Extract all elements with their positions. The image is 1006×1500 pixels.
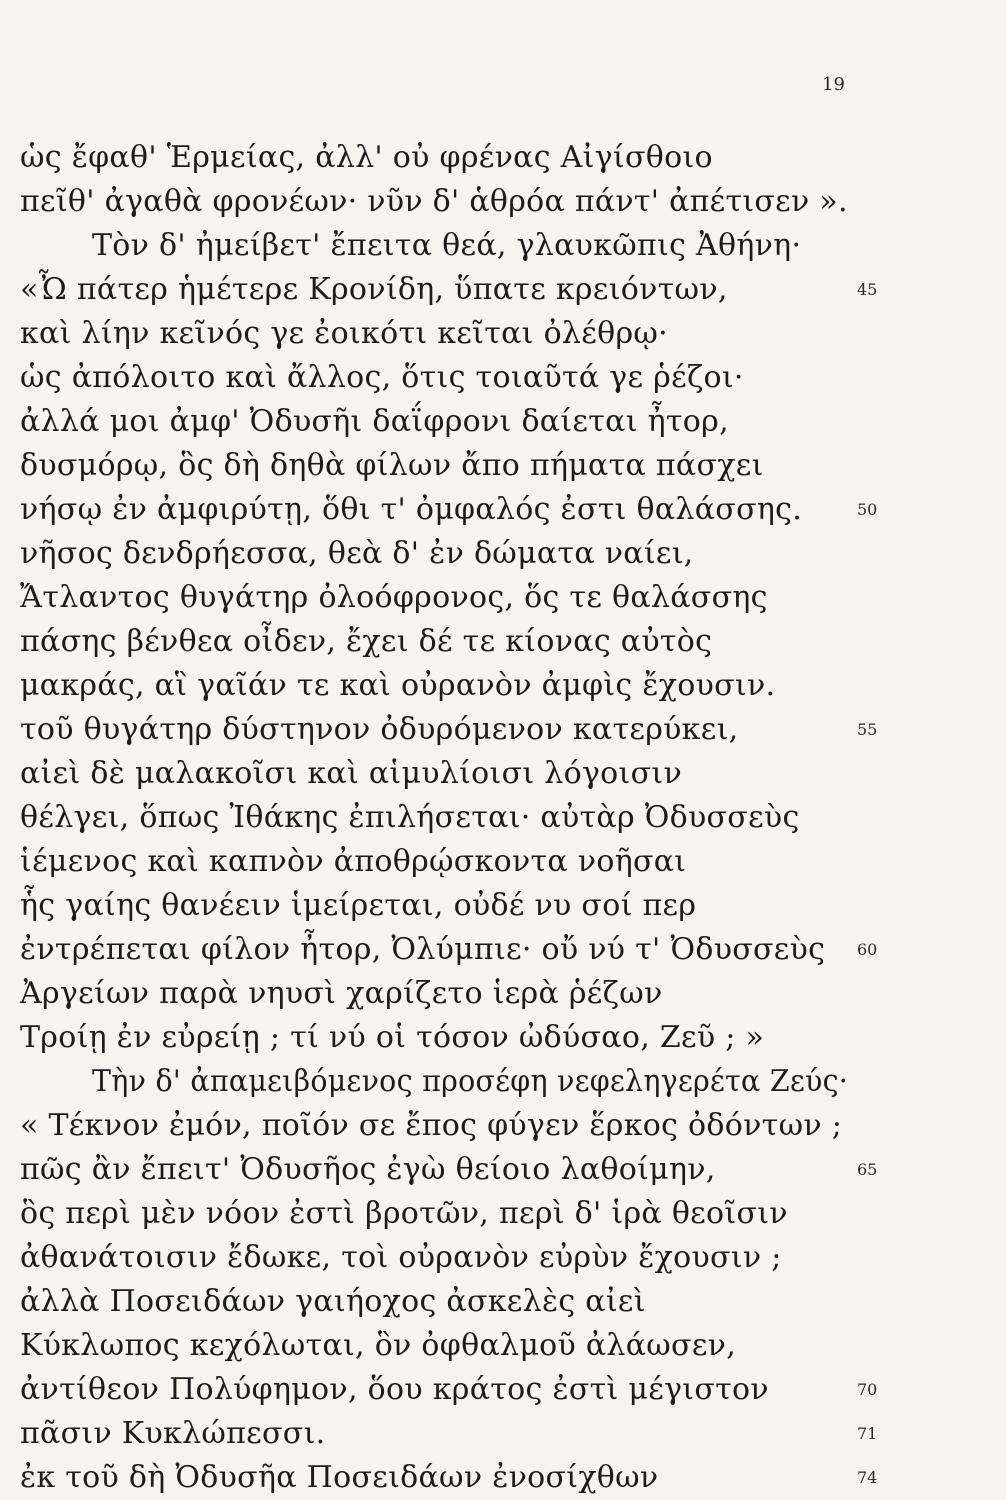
verse-line — [0, 928, 1006, 972]
verse-line — [0, 664, 1006, 708]
verse-line — [0, 1324, 1006, 1368]
verse-text: μακράς, αἳ γαῖάν τε καὶ οὐρανὸν ἀμφὶς ἔχουσιν. — [20, 668, 776, 703]
verse-text: Ἄτλαντος θυγάτηρ ὀλοόφρονος, ὅς τε θαλάσσης — [20, 580, 768, 615]
verse-text: δυσμόρῳ, ὃς δὴ δηθὰ φίλων ἄπο πήματα πάσχει — [20, 448, 764, 483]
verse-text: αἰεὶ δὲ μαλακοῖσι καὶ αἱμυλίοισι λόγοισιν — [20, 756, 682, 791]
verse-line — [0, 1368, 1006, 1412]
line-number: 60 — [857, 940, 878, 959]
verse-line — [0, 796, 1006, 840]
line-number: 74 — [857, 1468, 878, 1487]
verse-text: πῶς ἂν ἔπειτ' Ὀδυσῆος ἐγὼ θείοιο λαθοίμην, — [20, 1152, 716, 1187]
verse-line — [0, 1016, 1006, 1060]
verse-text: ὡς ἀπόλοιτο καὶ ἄλλος, ὅτις τοιαῦτά γε ῥέζοι· — [20, 360, 744, 395]
verse-line — [0, 1412, 1006, 1456]
line-number: 71 — [857, 1424, 878, 1443]
verse-line — [0, 1104, 1006, 1148]
verse-text: Τὸν δ' ἠμείβετ' ἔπειτα θεά, γλαυκῶπις Ἀθήνη· — [92, 228, 802, 263]
verse-line — [0, 752, 1006, 796]
verse-text: πάσης βένθεα οἶδεν, ἔχει δέ τε κίονας αὐτὸς — [20, 624, 713, 659]
verse-text: Τὴν δ' ἀπαμειβόμενος προσέφη νεφεληγερέτα Ζεύς· — [92, 1064, 849, 1099]
verse-text: Κύκλωπος κεχόλωται, ὃν ὀφθαλμοῦ ἀλάωσεν, — [20, 1328, 737, 1363]
verse-text: ἀθανάτοισιν ἔδωκε, τοὶ οὐρανὸν εὐρὺν ἔχουσιν ; — [20, 1240, 782, 1275]
verse-text: Τροίῃ ἐν εὐρείῃ ; τί νύ οἱ τόσον ὠδύσαο, Ζεῦ ; » — [20, 1020, 765, 1055]
verse-text: νῆσος δενδρήεσσα, θεὰ δ' ἐν δώματα ναίει, — [20, 536, 694, 571]
line-number: 50 — [857, 500, 878, 519]
verse-text: ἀντίθεον Πολύφημον, ὅου κράτος ἐστὶ μέγιστον — [20, 1372, 769, 1407]
verse-text: πᾶσιν Κυκλώπεσσι. — [20, 1416, 326, 1451]
verse-text: ὃς περὶ μὲν νόον ἐστὶ βροτῶν, περὶ δ' ἱρὰ θεοῖσιν — [20, 1196, 788, 1231]
page-number: 19 — [822, 74, 845, 95]
line-number: 70 — [857, 1380, 878, 1399]
verse-text: ὡς ἔφαθ' Ἑρμείας, ἀλλ' οὐ φρένας Αἰγίσθοιο — [20, 140, 713, 175]
verse-line — [0, 224, 1006, 268]
verse-text: καὶ λίην κεῖνός γε ἐοικότι κεῖται ὀλέθρῳ· — [20, 316, 668, 351]
verse-text: ἱέμενος καὶ καπνὸν ἀποθρῴσκοντα νοῆσαι — [20, 844, 687, 879]
verse-text: « Τέκνον ἐμόν, ποῖόν σε ἔπος φύγεν ἕρκος ὀδόντων ; — [20, 1108, 843, 1143]
verse-line — [0, 268, 1006, 312]
verse-line — [0, 620, 1006, 664]
verse-line — [0, 840, 1006, 884]
line-number: 55 — [857, 720, 878, 739]
verse-line — [0, 532, 1006, 576]
verse-line — [0, 444, 1006, 488]
verse-line — [0, 884, 1006, 928]
verse-text: ἐντρέπεται φίλον ἦτορ, Ὀλύμπιε· οὔ νύ τ' Ὀδυσσεὺς — [20, 932, 826, 967]
verse-text: Ἀργείων παρὰ νηυσὶ χαρίζετο ἱερὰ ῥέζων — [20, 976, 663, 1011]
verse-line — [0, 972, 1006, 1016]
verse-line — [0, 1060, 1006, 1104]
verse-line — [0, 356, 1006, 400]
verse-line — [0, 1280, 1006, 1324]
verse-line — [0, 1192, 1006, 1236]
verse-line — [0, 576, 1006, 620]
verse-line — [0, 1236, 1006, 1280]
verse-line — [0, 1148, 1006, 1192]
verse-line — [0, 488, 1006, 532]
line-number: 45 — [857, 280, 878, 299]
verse-text: ἧς γαίης θανέειν ἱμείρεται, οὐδέ νυ σοί περ — [20, 888, 697, 923]
verse-text: πεῖθ' ἀγαθὰ φρονέων· νῦν δ' ἁθρόα πάντ' ἀπέτισεν ». — [20, 184, 848, 219]
verse-line — [0, 180, 1006, 224]
verse-text: ἐκ τοῦ δὴ Ὀδυσῆα Ποσειδάων ἐνοσίχθων — [20, 1460, 659, 1495]
verse-text: θέλγει, ὅπως Ἰθάκης ἐπιλήσεται· αὐτὰρ Ὀδυσσεὺς — [20, 800, 800, 835]
verse-text: τοῦ θυγάτηρ δύστηνον ὀδυρόμενον κατερύκει, — [20, 712, 739, 747]
verse-line — [0, 400, 1006, 444]
verse-text: ἀλλὰ Ποσειδάων γαιήοχος ἀσκελὲς αἰεὶ — [20, 1284, 646, 1319]
verse-text: ἀλλά μοι ἀμφ' Ὀδυσῆι δαΐφρονι δαίεται ἦτορ, — [20, 404, 729, 439]
verse-line — [0, 708, 1006, 752]
verse-text: «Ὦ πάτερ ἡμέτερε Κρονίδη, ὕπατε κρειόντων, — [20, 272, 728, 307]
verse-text: νήσῳ ἐν ἀμφιρύτῃ, ὅθι τ' ὀμφαλός ἐστι θαλάσσης. — [20, 492, 803, 527]
verse-line — [0, 1456, 1006, 1500]
verse-line — [0, 136, 1006, 180]
line-number: 65 — [857, 1160, 878, 1179]
verse-line — [0, 312, 1006, 356]
